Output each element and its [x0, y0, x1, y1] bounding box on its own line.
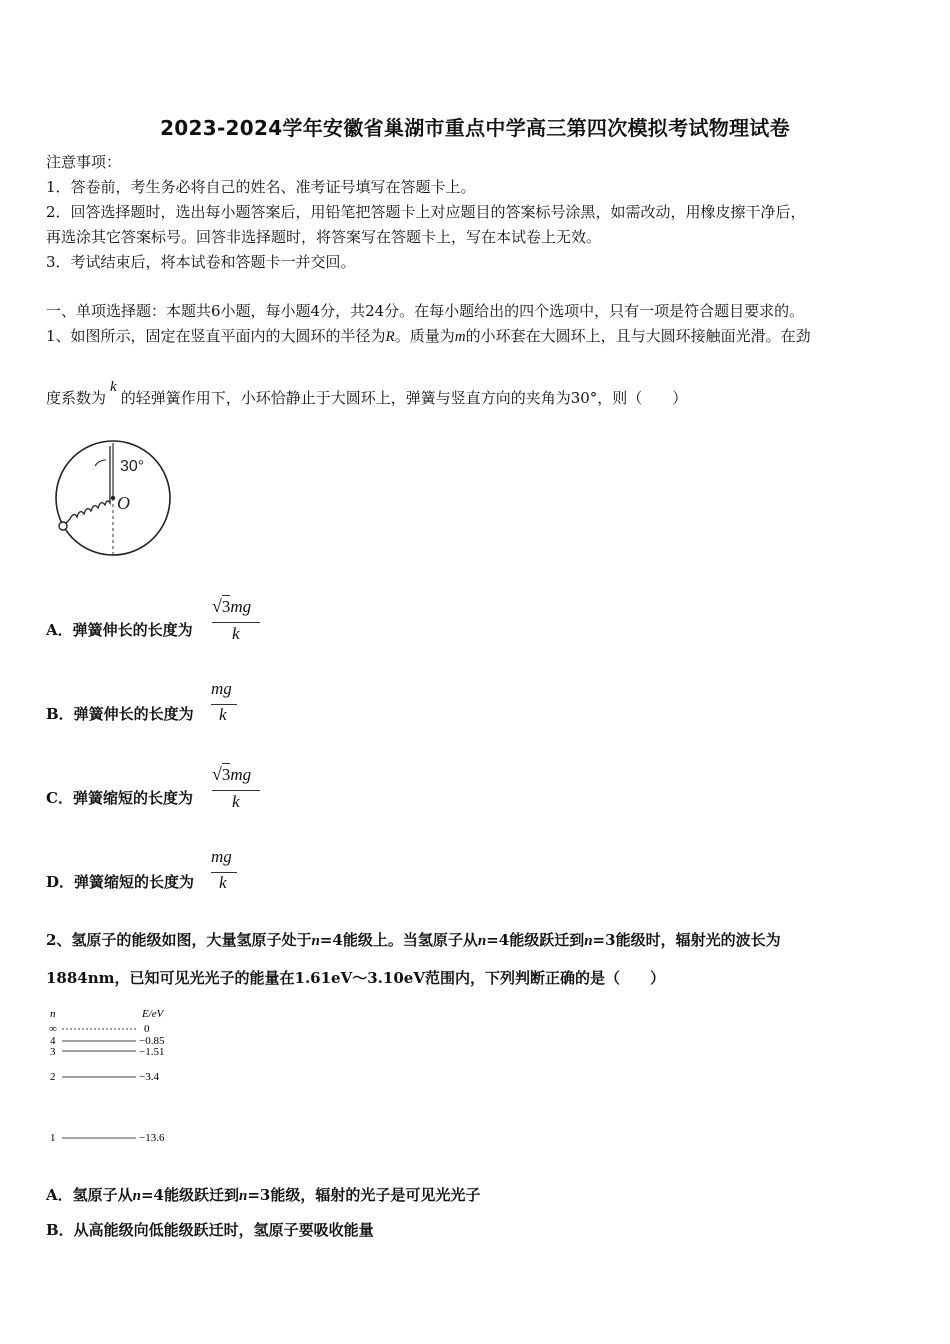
notice-item-1: 1．答卷前，考生务必将自己的姓名、准考证号填写在答题卡上。: [46, 178, 476, 196]
fraction-numerator: mg: [211, 679, 232, 698]
fraction-bar: [212, 790, 260, 791]
fraction-denominator: k: [219, 705, 227, 724]
fraction-denominator: k: [232, 792, 240, 811]
var-r: R: [385, 329, 395, 345]
level-4-e: −0.85: [139, 1035, 165, 1047]
q1-option-c: C．弹簧缩短的长度为: [46, 789, 193, 807]
q1-option-a: A．弹簧伸长的长度为: [46, 621, 193, 639]
fraction-denominator: k: [232, 624, 240, 643]
angle-arc: [95, 460, 106, 466]
q1-option-b: B．弹簧伸长的长度为: [46, 705, 194, 723]
q1-stem-line1: [46, 326, 811, 347]
spring: [63, 446, 110, 526]
n-header: n: [50, 1008, 56, 1020]
level-inf-e: 0: [144, 1023, 150, 1035]
level-inf-n: ∞: [49, 1023, 57, 1035]
level-3-e: −1.51: [139, 1046, 165, 1058]
q2-stem-line1: 2、氢原子的能级如图，大量氢原子处于n=4能级上。当氢原子从n=4能级跃迁到n=3能级时，辐射光的波长为: [46, 931, 781, 949]
center-point: [111, 496, 115, 500]
q1-option-d: D．弹簧缩短的长度为: [46, 873, 195, 891]
q2-option-a: A．氢原子从n=4能级跃迁到n=3能级，辐射的光子是可见光光子: [46, 1186, 481, 1204]
q2-stem-line2: 1884nm，已知可见光光子的能量在1.61eV～3.10eV范围内，下列判断正确的是（ ）: [46, 969, 665, 987]
small-ring: [59, 522, 67, 530]
fraction-denominator: k: [219, 873, 227, 892]
ring-spring-figure: [50, 438, 180, 560]
e-header: E/eV: [142, 1008, 164, 1020]
level-4-n: 4: [50, 1035, 56, 1047]
fraction-numerator: mg: [211, 847, 232, 866]
var-m: m: [454, 329, 466, 345]
q1-text: 1、如图所示，固定在竖直平面内的大圆环的半径为: [46, 327, 386, 345]
notice-heading: 注意事项：: [46, 153, 122, 171]
level-2-e: −3.4: [139, 1071, 159, 1083]
fraction-numerator: √3mg: [212, 764, 252, 784]
q1-text: 的小环套在大圆环上，且与大圆环接触面光滑。在劲: [465, 327, 811, 345]
q1-text: 。质量为: [394, 327, 455, 345]
level-3-n: 3: [50, 1046, 56, 1058]
section-heading: 一、单项选择题：本题共6小题，每小题4分，共24分。在每小题给出的四个选项中，只有一项是符合题目要求的。: [46, 302, 805, 320]
angle-label: 30°: [120, 458, 145, 475]
fraction-bar: [212, 622, 260, 623]
q2-option-b: B．从高能级向低能级跃迁时，氢原子要吸收能量: [46, 1221, 374, 1239]
center-label: O: [117, 493, 130, 513]
q1-stem-line2: [46, 379, 688, 409]
level-2-n: 2: [50, 1071, 56, 1083]
page-title: 2023-2024学年安徽省巢湖市重点中学高三第四次模拟考试物理试卷: [160, 116, 790, 140]
energy-level-diagram: [46, 1004, 196, 1150]
notice-item-3: 3．考试结束后，将本试卷和答题卡一并交回。: [46, 253, 356, 271]
level-1-n: 1: [50, 1132, 56, 1144]
var-k: k: [110, 379, 117, 395]
q1-text: 的轻弹簧作用下，小环恰静止于大圆环上，弹簧与竖直方向的夹角为30°，则（ ）: [120, 389, 688, 407]
notice-item-2: 2．回答选择题时，选出每小题答案后，用铅笔把答题卡上对应题目的答案标号涂黑，如需改动，用橡皮擦干净后，: [46, 203, 806, 221]
notice-item-2-cont: 再选涂其它答案标号。回答非选择题时，将答案写在答题卡上，写在本试卷上无效。: [46, 228, 602, 246]
fraction-numerator: √3mg: [212, 596, 252, 616]
q1-text: 度系数为: [46, 389, 107, 407]
level-1-e: −13.6: [139, 1132, 165, 1144]
